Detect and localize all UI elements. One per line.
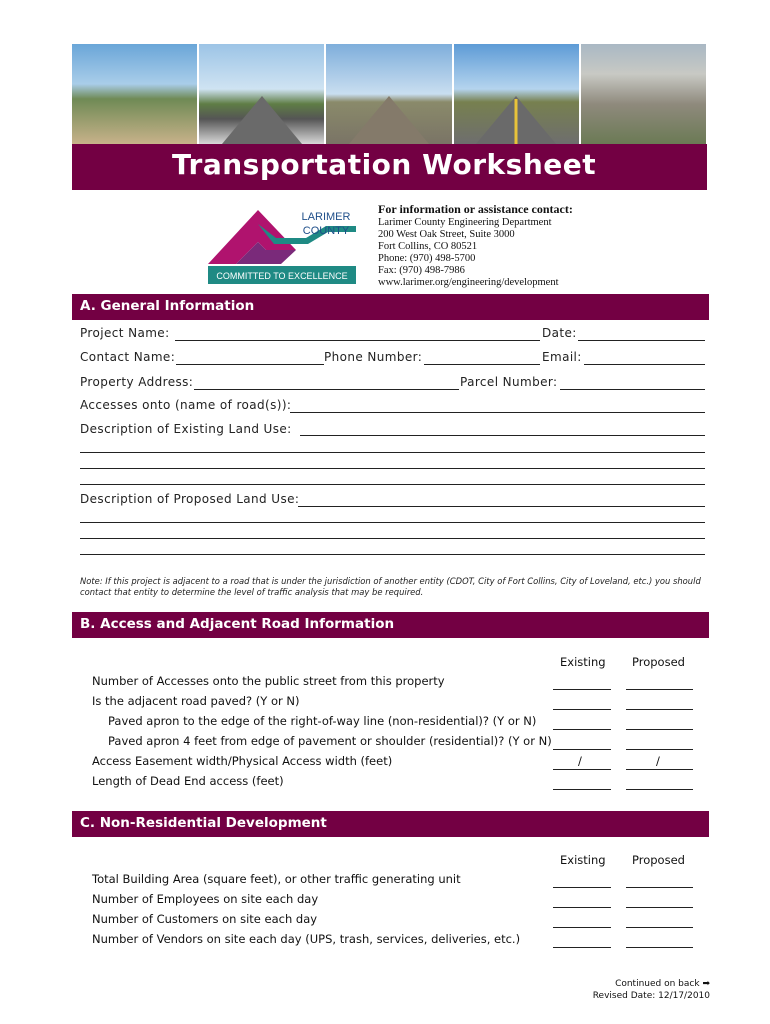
existing-field[interactable] — [553, 729, 611, 730]
existing-column-header: Existing — [560, 655, 606, 669]
contact-line: Phone: (970) 498-5700 — [378, 253, 476, 264]
slash-separator: / — [656, 754, 660, 768]
curbed-road-photo — [199, 44, 324, 144]
slash-separator: / — [578, 754, 582, 768]
proposed-field[interactable] — [626, 887, 693, 888]
mountain-trail-photo — [72, 44, 197, 144]
date-label: Date: — [542, 326, 577, 340]
proposed-field[interactable] — [626, 749, 693, 750]
existing-field[interactable] — [553, 887, 611, 888]
proposed-field[interactable] — [626, 769, 693, 770]
section-b-header — [72, 612, 709, 638]
page-footer — [593, 978, 710, 1002]
logo-line2: COUNTY — [302, 225, 350, 237]
development-row-label: Total Building Area (square feet), or other traffic generating unit — [92, 872, 461, 886]
access-row-label: Length of Dead End access (feet) — [92, 774, 284, 788]
section-b-title: B. Access and Adjacent Road Information — [80, 616, 395, 632]
contact-block — [378, 203, 573, 289]
section-c-header — [72, 811, 709, 837]
existing-field[interactable] — [553, 749, 611, 750]
access-row-label: Number of Accesses onto the public street from this property — [92, 674, 445, 688]
existing-field[interactable] — [553, 789, 611, 790]
existing-land-use-line[interactable] — [80, 468, 705, 469]
gravel-road-photo — [326, 44, 451, 144]
email-field[interactable] — [584, 364, 705, 365]
phone-number-field[interactable] — [424, 364, 540, 365]
property-address-label: Property Address: — [80, 375, 194, 389]
contact-line: Larimer County Engineering Department — [378, 217, 552, 228]
logo-line1: LARIMER — [301, 211, 351, 223]
existing-field[interactable] — [553, 947, 611, 948]
existing-field[interactable] — [553, 689, 611, 690]
property-address-field[interactable] — [194, 389, 459, 390]
contact-line: Fort Collins, CO 80521 — [378, 241, 478, 252]
existing-land-use-label: Description of Existing Land Use: — [80, 422, 292, 436]
existing-field[interactable] — [553, 709, 611, 710]
parcel-number-field[interactable] — [560, 389, 705, 390]
proposed-field[interactable] — [626, 689, 693, 690]
access-row-label: Paved apron 4 feet from edge of pavement or shoulder (residential)? (Y or N) — [108, 734, 552, 748]
email-label: Email: — [542, 350, 582, 364]
proposed-field[interactable] — [626, 947, 693, 948]
proposed-land-use-label: Description of Proposed Land Use: — [80, 492, 300, 506]
proposed-land-use-line[interactable] — [80, 554, 705, 555]
logo-tagline: COMMITTED TO EXCELLENCE — [216, 271, 348, 281]
page-title: Transportation Worksheet — [172, 148, 597, 181]
continued-label: Continued on back — [615, 979, 700, 989]
existing-land-use-line[interactable] — [80, 452, 705, 453]
highway-aerial-photo — [581, 44, 706, 144]
jurisdiction-note: Note: If this project is adjacent to a road that is under the jurisdiction of another entity (CDOT, City of Fort Collins, City of Loveland, etc.) you should contact that entity to determine the level of traffic analysis that may be required. — [80, 576, 701, 597]
revised-date: Revised Date: 12/17/2010 — [592, 991, 710, 1001]
section-a-title: A. General Information — [80, 298, 255, 314]
date-field[interactable] — [578, 340, 705, 341]
paved-road-photo — [454, 44, 579, 144]
proposed-field[interactable] — [626, 907, 693, 908]
proposed-field[interactable] — [626, 729, 693, 730]
proposed-field[interactable] — [626, 709, 693, 710]
access-row-label: Is the adjacent road paved? (Y or N) — [92, 694, 300, 708]
existing-field[interactable] — [553, 907, 611, 908]
section-a-header — [72, 294, 709, 320]
existing-column-header: Existing — [560, 853, 606, 867]
section-c-title: C. Non-Residential Development — [80, 815, 327, 831]
existing-field[interactable] — [553, 769, 611, 770]
existing-land-use-line[interactable] — [80, 484, 705, 485]
proposed-field[interactable] — [626, 927, 693, 928]
access-row-label: Paved apron to the edge of the right-of-way line (non-residential)? (Y or N) — [108, 714, 537, 728]
contact-heading: For information or assistance contact: — [378, 202, 573, 216]
photo-banner — [72, 44, 706, 144]
access-row-label: Access Easement width/Physical Access width (feet) — [92, 754, 393, 768]
accesses-onto-field[interactable] — [290, 412, 705, 413]
larimer-county-logo — [206, 206, 356, 286]
contact-name-label: Contact Name: — [80, 350, 176, 364]
proposed-field[interactable] — [626, 789, 693, 790]
accesses-onto-label: Accesses onto (name of road(s)): — [80, 398, 292, 412]
contact-website[interactable]: www.larimer.org/engineering/development — [378, 277, 559, 288]
parcel-number-label: Parcel Number: — [460, 375, 558, 389]
proposed-land-use-line[interactable] — [80, 538, 705, 539]
phone-number-label: Phone Number: — [324, 350, 423, 364]
existing-land-use-field[interactable] — [300, 435, 705, 436]
existing-field[interactable] — [553, 927, 611, 928]
continued-on-back — [593, 978, 710, 990]
project-name-label: Project Name: — [80, 326, 170, 340]
proposed-land-use-field[interactable] — [298, 506, 705, 507]
contact-name-field[interactable] — [176, 364, 324, 365]
contact-line: Fax: (970) 498-7986 — [378, 265, 465, 276]
project-name-field[interactable] — [175, 340, 540, 341]
proposed-land-use-line[interactable] — [80, 522, 705, 523]
proposed-column-header: Proposed — [632, 655, 685, 669]
development-row-label: Number of Customers on site each day — [92, 912, 318, 926]
contact-line: 200 West Oak Street, Suite 3000 — [378, 229, 515, 240]
proposed-column-header: Proposed — [632, 853, 685, 867]
development-row-label: Number of Employees on site each day — [92, 892, 319, 906]
development-row-label: Number of Vendors on site each day (UPS, trash, services, deliveries, etc.) — [92, 932, 521, 946]
arrow-right-icon: ➡ — [702, 979, 710, 989]
